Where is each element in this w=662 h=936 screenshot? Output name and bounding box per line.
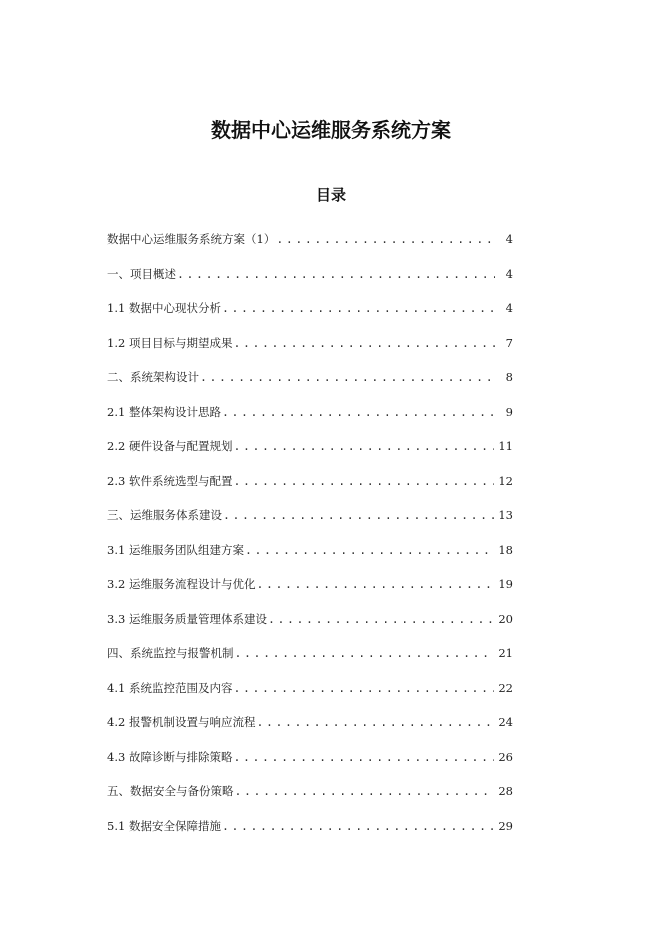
dot-leader: [268, 612, 494, 626]
toc-entry[interactable]: [107, 335, 513, 370]
toc-entry[interactable]: [107, 404, 513, 439]
toc-entry-label: 1.2 项目目标与期望成果: [107, 335, 233, 350]
toc-entry-page: 20: [498, 611, 513, 626]
dot-leader: [222, 819, 494, 833]
toc-entry[interactable]: [107, 542, 513, 577]
dot-leader: [235, 784, 495, 798]
dot-leader: [223, 508, 494, 522]
toc-entry-page: 22: [498, 680, 513, 695]
toc-entry-label: 二、系统架构设计: [107, 370, 199, 384]
toc-entry-page: 18: [498, 542, 513, 557]
toc-entry-label: 四、系统监控与报警机制: [107, 646, 234, 660]
toc-entry-page: 19: [498, 577, 513, 591]
toc-entry[interactable]: [107, 645, 513, 680]
toc-entry[interactable]: [107, 300, 513, 335]
toc-entry[interactable]: [107, 507, 513, 542]
toc-entry-page: 21: [498, 646, 513, 660]
toc-entry[interactable]: [107, 369, 513, 404]
dot-leader: [256, 577, 494, 591]
toc-entry-page: 7: [505, 335, 513, 350]
toc-entry[interactable]: [107, 576, 513, 611]
toc-entry-label: 3.1 运维服务团队组建方案: [107, 542, 244, 557]
toc-entry[interactable]: [107, 473, 513, 508]
toc-entry-label: 2.3 软件系统选型与配置: [107, 473, 233, 488]
dot-leader: [233, 750, 494, 764]
toc-entry-page: 24: [498, 715, 513, 729]
toc-entry-page: 13: [498, 508, 513, 522]
dot-leader: [233, 336, 495, 350]
dot-leader: [233, 474, 494, 488]
toc-entry-page: 26: [498, 749, 513, 764]
toc-entry-label: 5.1 数据安全保障措施: [107, 818, 221, 833]
dot-leader: [222, 405, 495, 419]
toc-entry-label: 4.2 报警机制设置与响应流程: [107, 715, 256, 729]
toc-entry-label: 4.3 故障诊断与排除策略: [107, 749, 233, 764]
toc-entry[interactable]: [107, 749, 513, 784]
toc-entry-label: 五、数据安全与备份策略: [107, 784, 234, 798]
toc-entry-page: 4: [505, 232, 513, 246]
toc-entry[interactable]: [107, 783, 513, 818]
toc-entry[interactable]: [107, 266, 513, 301]
dot-leader: [276, 232, 495, 246]
toc-entry-label: 数据中心运维服务系统方案（1）: [107, 232, 276, 246]
toc-entry-page: 28: [498, 784, 513, 798]
dot-leader: [177, 267, 495, 281]
toc-entry-label: 2.1 整体架构设计思路: [107, 404, 221, 419]
dot-leader: [200, 370, 495, 384]
toc-entry-page: 9: [505, 404, 513, 419]
dot-leader: [245, 543, 494, 557]
toc-entry-label: 三、运维服务体系建设: [107, 508, 222, 522]
toc-entry-page: 4: [505, 301, 513, 315]
dot-leader: [256, 715, 494, 729]
dot-leader: [222, 301, 495, 315]
toc-entry[interactable]: [107, 818, 513, 853]
toc-entry[interactable]: [107, 714, 513, 749]
toc-entry-label: 2.2 硬件设备与配置规划: [107, 439, 233, 453]
toc-entry-label: 1.1 数据中心现状分析: [107, 301, 221, 315]
toc-entry-page: 8: [505, 370, 513, 384]
toc-entry[interactable]: [107, 611, 513, 646]
dot-leader: [235, 646, 495, 660]
toc-entry-label: 3.3 运维服务质量管理体系建设: [107, 611, 267, 626]
dot-leader: [233, 439, 494, 453]
toc-entry-label: 一、项目概述: [107, 266, 176, 281]
table-of-contents: [107, 231, 513, 852]
dot-leader: [233, 681, 494, 695]
toc-entry-page: 4: [505, 266, 513, 281]
document-title: 数据中心运维服务系统方案: [211, 118, 451, 142]
toc-heading: 目录: [315, 186, 346, 204]
toc-entry[interactable]: [107, 231, 513, 266]
toc-entry-page: 11: [498, 439, 513, 453]
toc-entry-page: 12: [498, 473, 513, 488]
toc-entry[interactable]: [107, 680, 513, 715]
toc-entry-label: 3.2 运维服务流程设计与优化: [107, 577, 256, 591]
toc-entry-page: 29: [498, 818, 513, 833]
toc-entry[interactable]: [107, 438, 513, 473]
toc-entry-label: 4.1 系统监控范围及内容: [107, 680, 233, 695]
